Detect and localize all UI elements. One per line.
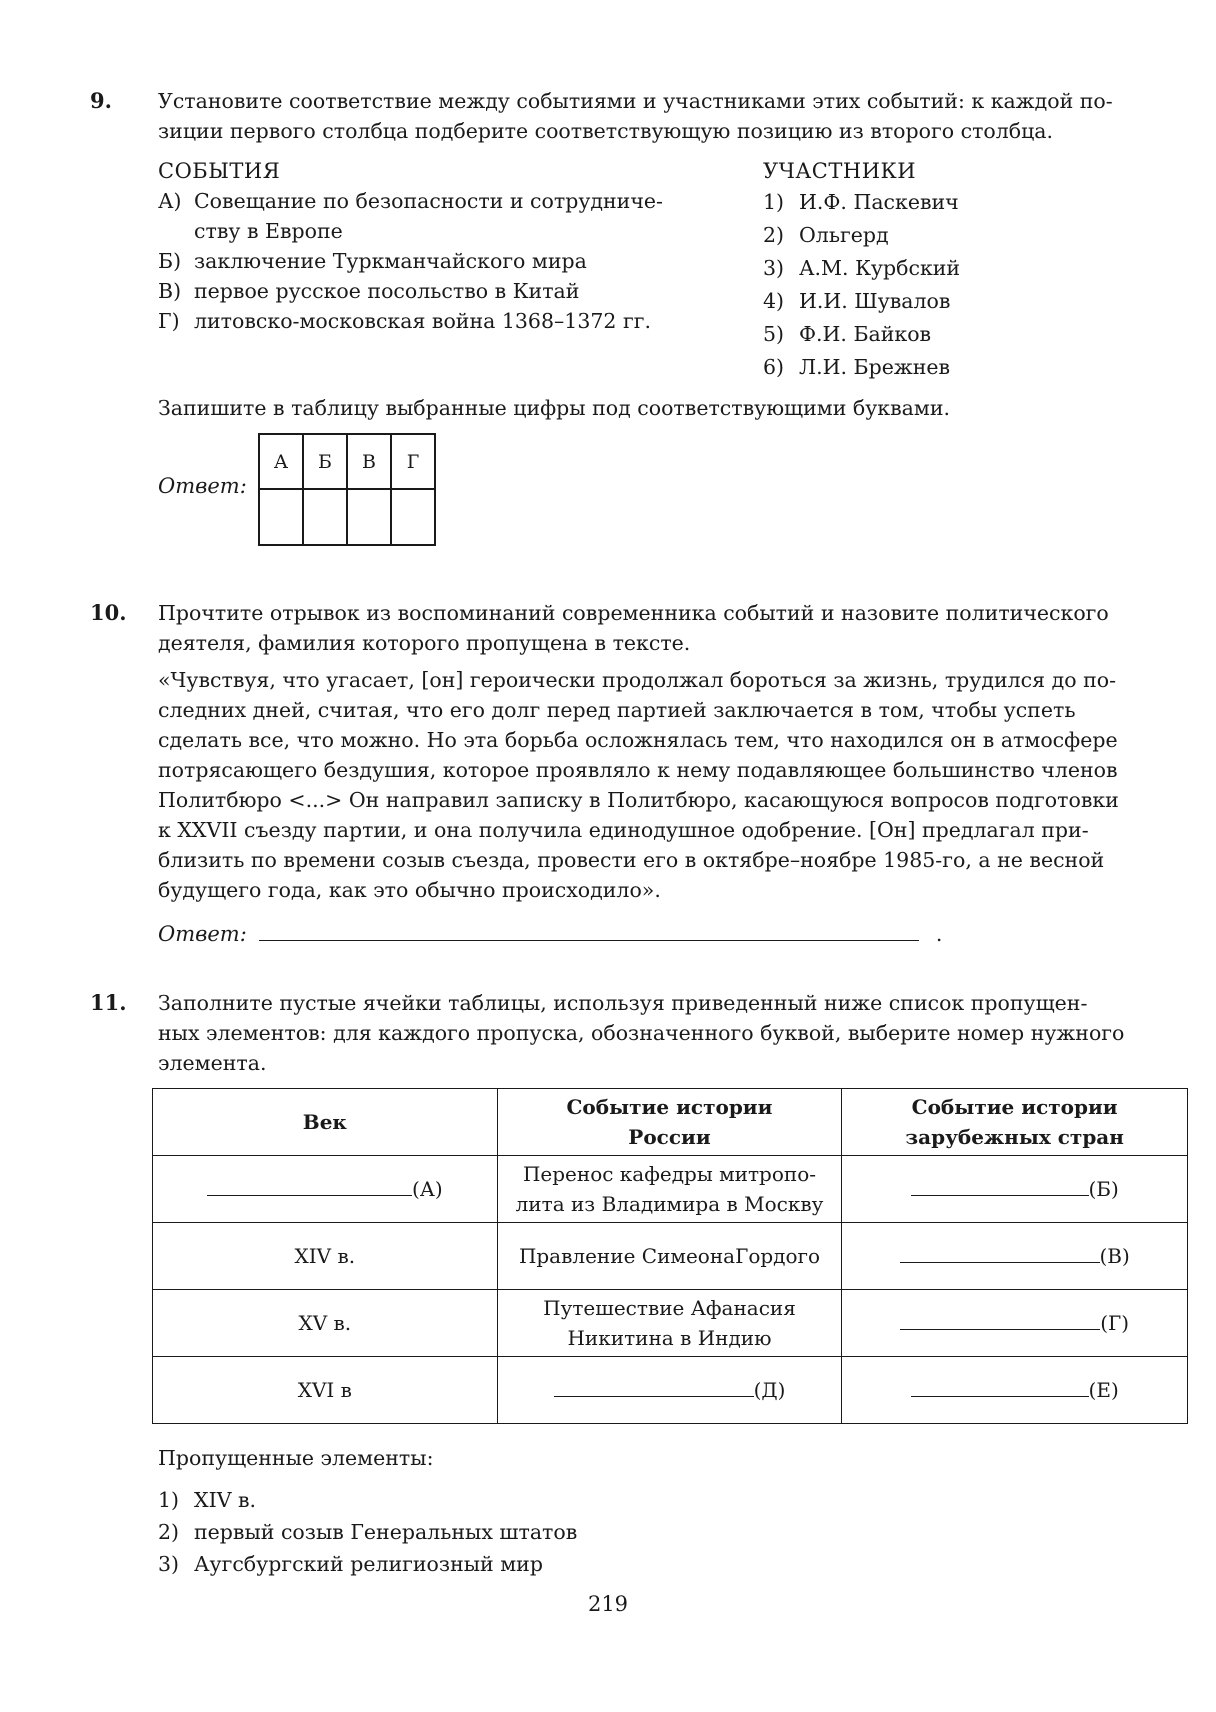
quote-line: будущего года, как это обычно происходило». — [158, 878, 661, 902]
event-marker: Б) — [158, 249, 182, 273]
instruction-line: Заполните пустые ячейки таблицы, используя приведенный ниже список пропущен- — [158, 991, 1088, 1015]
quote-line: к XXVII съезду партии, и она получила единодушное одобрение. [Он] предлагал при- — [158, 818, 1089, 842]
table-header-row — [153, 1089, 1188, 1156]
participant-marker: 2) — [763, 223, 785, 247]
blank-label: (Д) — [753, 1378, 786, 1402]
blank-label: (Г) — [1100, 1311, 1130, 1335]
participant-marker: 1) — [763, 190, 785, 214]
participant-marker: 4) — [763, 289, 785, 313]
blank-label: (Е) — [1088, 1378, 1119, 1402]
cell-text: лита из Владимира в Москву — [515, 1192, 824, 1216]
blank-label: (А) — [411, 1177, 443, 1201]
blank-label: (В) — [1099, 1244, 1130, 1268]
missing-list — [158, 1484, 577, 1580]
blank-line[interactable] — [900, 1311, 1100, 1330]
cell-foreign — [842, 1156, 1188, 1223]
cell-foreign — [842, 1223, 1188, 1290]
quote-line: потрясающего бездушия, которое проявляло к нему подавляющее большинство членов — [158, 758, 1118, 782]
participants-column — [763, 156, 1183, 384]
task-number: 11. — [90, 990, 127, 1015]
blank-line[interactable] — [900, 1244, 1100, 1263]
cell-century: XIV в. — [153, 1223, 498, 1290]
instruction-line: деятеля, фамилия которого пропущена в тексте. — [158, 631, 691, 655]
participant-item — [763, 186, 1183, 219]
task-instruction — [158, 598, 1186, 658]
event-text: ству в Европе — [194, 219, 343, 243]
participant-item — [763, 285, 1183, 318]
task-number: 9. — [90, 88, 112, 113]
missing-marker: 3) — [158, 1552, 180, 1576]
answer-end-dot: . — [935, 922, 943, 946]
instruction-line: Установите соответствие между событиями и участниками этих событий: к каждой по- — [158, 89, 1113, 113]
missing-text: первый созыв Генеральных штатов — [194, 1520, 578, 1544]
events-column — [158, 156, 718, 336]
task-number: 10. — [90, 600, 127, 625]
header-text: зарубежных стран — [905, 1125, 1124, 1149]
cell-foreign — [842, 1357, 1188, 1424]
missing-marker: 2) — [158, 1520, 180, 1544]
cell-text: Путешествие Афанасия — [543, 1296, 796, 1320]
participant-marker: 3) — [763, 256, 785, 280]
instruction-line: ных элементов: для каждого пропуска, обозначенного буквой, выберите номер нужного — [158, 1021, 1125, 1045]
quote-line: Политбюро <...> Он направил записку в Политбюро, касающуюся вопросов подготовки — [158, 788, 1119, 812]
missing-item — [158, 1548, 577, 1580]
header-russia — [497, 1089, 842, 1156]
blank-line[interactable] — [554, 1378, 754, 1397]
quote-line: «Чувствуя, что угасает, [он] героически продолжал бороться за жизнь, трудился до по- — [158, 668, 1117, 692]
instruction-line: зиции первого столбца подберите соответствующую позицию из второго столбца. — [158, 119, 1054, 143]
answer-label: Ответ: — [158, 474, 247, 498]
answer-input[interactable] — [259, 918, 919, 941]
missing-marker: 1) — [158, 1488, 180, 1512]
event-item — [158, 246, 718, 276]
participant-text: А.М. Курбский — [799, 256, 961, 280]
header-century — [153, 1089, 498, 1156]
task-instruction — [158, 86, 1186, 146]
cell-text: Никитина в Индию — [567, 1326, 772, 1350]
participant-text: И.И. Шувалов — [799, 289, 951, 313]
participant-marker: 5) — [763, 322, 785, 346]
table-row — [153, 1156, 1188, 1223]
blank-label: (Б) — [1088, 1177, 1119, 1201]
cell-century — [153, 1156, 498, 1223]
cell-foreign — [842, 1290, 1188, 1357]
event-marker: А) — [158, 189, 182, 213]
cell-russia — [497, 1290, 842, 1357]
instruction-line: элемента. — [158, 1051, 267, 1075]
quote-text — [158, 665, 1186, 905]
event-marker: Г) — [158, 309, 180, 333]
answer-table — [258, 433, 436, 546]
blank-line[interactable] — [911, 1378, 1089, 1397]
event-marker: В) — [158, 279, 182, 303]
participants-header: УЧАСТНИКИ — [763, 159, 917, 183]
cell-century: XVI в — [153, 1357, 498, 1424]
participant-text: И.Ф. Паскевич — [799, 190, 959, 214]
participant-item — [763, 252, 1183, 285]
event-text: первое русское посольство в Китай — [194, 279, 580, 303]
missing-item — [158, 1484, 577, 1516]
cell-russia: Правление СимеонаГордого — [497, 1223, 842, 1290]
answer-column-header: Г — [391, 434, 435, 489]
cell-russia — [497, 1357, 842, 1424]
event-text: Совещание по безопасности и сотрудниче- — [194, 189, 663, 213]
answer-row — [158, 918, 942, 949]
quote-line: сделать все, что можно. Но эта борьба осложнялась тем, что находился он в атмосфере — [158, 728, 1118, 752]
participant-text: Ф.И. Байков — [799, 322, 932, 346]
header-text: Век — [302, 1110, 347, 1134]
cell-text: Перенос кафедры митропо- — [522, 1162, 817, 1186]
answer-cell[interactable] — [303, 489, 347, 545]
cell-century: XV в. — [153, 1290, 498, 1357]
participant-text: Л.И. Брежнев — [799, 355, 951, 379]
table-row — [153, 1290, 1188, 1357]
quote-line: близить по времени созыв съезда, провести его в октябре–ноябре 1985-го, а не весной — [158, 848, 1105, 872]
answer-cell[interactable] — [391, 489, 435, 545]
missing-item — [158, 1516, 577, 1548]
quote-line: следних дней, считая, что его долг перед партией заключается в том, чтобы успеть — [158, 698, 1076, 722]
header-text: Событие истории — [566, 1095, 773, 1119]
table-row — [153, 1357, 1188, 1424]
header-text: Событие истории — [911, 1095, 1118, 1119]
answer-cell[interactable] — [259, 489, 303, 545]
answer-column-header: Б — [303, 434, 347, 489]
participant-item — [763, 219, 1183, 252]
history-table — [152, 1088, 1188, 1424]
blank-line[interactable] — [911, 1177, 1089, 1196]
participant-text: Ольгерд — [799, 223, 889, 247]
event-text: заключение Туркманчайского мира — [194, 249, 587, 273]
missing-text: Аугсбургский религиозный мир — [194, 1552, 543, 1576]
participant-marker: 6) — [763, 355, 785, 379]
instruction-line: Прочтите отрывок из воспоминаний современника событий и назовите политического — [158, 601, 1109, 625]
page-number: 219 — [587, 1592, 629, 1616]
table-instruction: Запишите в таблицу выбранные цифры под соответствующими буквами. — [158, 396, 951, 420]
cell-russia — [497, 1156, 842, 1223]
blank-line[interactable] — [207, 1177, 412, 1196]
answer-label: Ответ: — [158, 922, 247, 946]
events-header: СОБЫТИЯ — [158, 159, 281, 183]
event-text: литовско-московская война 1368–1372 гг. — [194, 309, 651, 333]
missing-header: Пропущенные элементы: — [158, 1446, 434, 1470]
task-instruction — [158, 988, 1186, 1078]
header-foreign — [842, 1089, 1188, 1156]
event-item — [158, 276, 718, 306]
missing-text: XIV в. — [194, 1488, 257, 1512]
event-item — [158, 306, 718, 336]
participant-item — [763, 318, 1183, 351]
table-row — [153, 1223, 1188, 1290]
participant-item — [763, 351, 1183, 384]
header-text: России — [628, 1125, 711, 1149]
answer-column-header: В — [347, 434, 391, 489]
answer-column-header: А — [259, 434, 303, 489]
answer-cell[interactable] — [347, 489, 391, 545]
event-item — [158, 186, 718, 246]
